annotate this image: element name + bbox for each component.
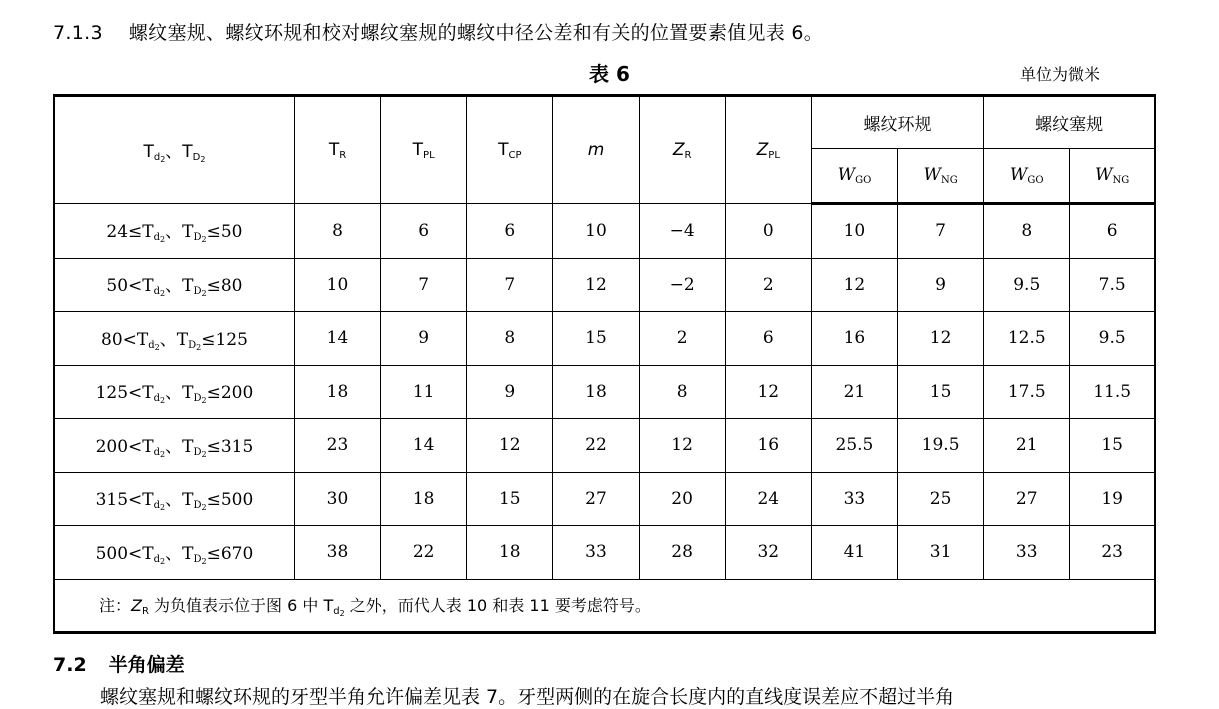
value-cell: 15 bbox=[467, 472, 553, 526]
value-cell: 23 bbox=[294, 419, 380, 473]
value-cell: 18 bbox=[467, 526, 553, 580]
value-cell: 19 bbox=[1070, 472, 1155, 526]
value-cell: −4 bbox=[639, 204, 725, 259]
value-cell: 8 bbox=[984, 204, 1070, 259]
table-row bbox=[54, 312, 1155, 366]
value-cell: 25 bbox=[898, 472, 984, 526]
value-cell: 32 bbox=[725, 526, 811, 580]
value-cell: 6 bbox=[1070, 204, 1155, 259]
col-header-tr: $T_R$ bbox=[294, 96, 380, 204]
table-title: 表 6 bbox=[589, 62, 630, 86]
value-cell: 6 bbox=[381, 204, 467, 259]
table-body bbox=[54, 204, 1155, 580]
value-cell: 11.5 bbox=[1070, 365, 1155, 419]
value-cell: 31 bbox=[898, 526, 984, 580]
value-cell: 18 bbox=[381, 472, 467, 526]
table-row bbox=[54, 419, 1155, 473]
value-cell: 12.5 bbox=[984, 312, 1070, 366]
table-note: 注：$Z_R$ 为负值表示位于图 6 中 $T_{d_2}$ 之外，而代人表 10 和表 11 要考虑符号。 bbox=[54, 579, 1155, 632]
value-cell: 20 bbox=[639, 472, 725, 526]
col-header-tcp: $T_{CP}$ bbox=[467, 96, 553, 204]
col-header-plug-wng: $W_{NG}$ bbox=[1070, 149, 1155, 204]
value-cell: 8 bbox=[639, 365, 725, 419]
value-cell: 30 bbox=[294, 472, 380, 526]
value-cell: 22 bbox=[553, 419, 639, 473]
value-cell: 19.5 bbox=[898, 419, 984, 473]
value-cell: 27 bbox=[553, 472, 639, 526]
value-cell: 23 bbox=[1070, 526, 1155, 580]
section-number: 7.2 bbox=[53, 654, 87, 676]
clause-heading bbox=[53, 18, 823, 45]
value-cell: 41 bbox=[811, 526, 897, 580]
value-cell: 9 bbox=[467, 365, 553, 419]
value-cell: 7 bbox=[467, 258, 553, 312]
value-cell: 14 bbox=[294, 312, 380, 366]
value-cell: 9.5 bbox=[984, 258, 1070, 312]
range-cell: $50<T_{d_2}$、$T_{D_2}\le 80$ bbox=[54, 258, 294, 312]
value-cell: 12 bbox=[725, 365, 811, 419]
range-cell: $500<T_{d_2}$、$T_{D_2}\le 670$ bbox=[54, 526, 294, 580]
table-row bbox=[54, 365, 1155, 419]
value-cell: 21 bbox=[984, 419, 1070, 473]
cut-off-paragraph: 螺纹塞规和螺纹环规的牙型半角允许偏差见表 7。牙型两侧的在旋合长度内的直线度误差应不超过半角 bbox=[100, 686, 955, 708]
value-cell: 6 bbox=[725, 312, 811, 366]
group-header-plug-gauge: 螺纹塞规 bbox=[984, 96, 1155, 149]
value-cell: 10 bbox=[811, 204, 897, 259]
value-cell: 18 bbox=[553, 365, 639, 419]
col-header-plug-wgo: $W_{GO}$ bbox=[984, 149, 1070, 204]
value-cell: 21 bbox=[811, 365, 897, 419]
col-header-m: m bbox=[553, 96, 639, 204]
value-cell: 27 bbox=[984, 472, 1070, 526]
value-cell: 16 bbox=[725, 419, 811, 473]
value-cell: 15 bbox=[553, 312, 639, 366]
value-cell: 10 bbox=[553, 204, 639, 259]
value-cell: 22 bbox=[381, 526, 467, 580]
col-header-td: $T_{d_2}$、$T_{D_2}$ bbox=[54, 96, 294, 204]
value-cell: 18 bbox=[294, 365, 380, 419]
value-cell: 8 bbox=[467, 312, 553, 366]
value-cell: 33 bbox=[984, 526, 1070, 580]
table-row bbox=[54, 472, 1155, 526]
table-row bbox=[54, 526, 1155, 580]
unit-label: 单位为微米 bbox=[1020, 65, 1101, 84]
clause-text: 螺纹塞规、螺纹环规和校对螺纹塞规的螺纹中径公差和有关的位置要素值见表 6。 bbox=[128, 22, 824, 44]
value-cell: 7 bbox=[898, 204, 984, 259]
value-cell: 7 bbox=[381, 258, 467, 312]
table-row bbox=[54, 204, 1155, 259]
value-cell: 28 bbox=[639, 526, 725, 580]
value-cell: 2 bbox=[639, 312, 725, 366]
note-row bbox=[54, 579, 1155, 632]
section-heading bbox=[53, 650, 185, 677]
value-cell: 33 bbox=[811, 472, 897, 526]
range-cell: $24\le T_{d_2}$、$T_{D_2}\le 50$ bbox=[54, 204, 294, 259]
value-cell: −2 bbox=[639, 258, 725, 312]
clause-number: 7.1.3 bbox=[53, 22, 103, 44]
value-cell: 9 bbox=[381, 312, 467, 366]
header-row-1 bbox=[54, 96, 1155, 149]
value-cell: 2 bbox=[725, 258, 811, 312]
value-cell: 15 bbox=[898, 365, 984, 419]
value-cell: 12 bbox=[553, 258, 639, 312]
value-cell: 7.5 bbox=[1070, 258, 1155, 312]
col-header-zr: $Z_R$ bbox=[639, 96, 725, 204]
value-cell: 16 bbox=[811, 312, 897, 366]
value-cell: 6 bbox=[467, 204, 553, 259]
col-header-ring-wng: $W_{NG}$ bbox=[898, 149, 984, 204]
value-cell: 10 bbox=[294, 258, 380, 312]
value-cell: 0 bbox=[725, 204, 811, 259]
value-cell: 38 bbox=[294, 526, 380, 580]
value-cell: 33 bbox=[553, 526, 639, 580]
value-cell: 15 bbox=[1070, 419, 1155, 473]
value-cell: 12 bbox=[811, 258, 897, 312]
value-cell: 8 bbox=[294, 204, 380, 259]
value-cell: 11 bbox=[381, 365, 467, 419]
value-cell: 9 bbox=[898, 258, 984, 312]
group-header-ring-gauge: 螺纹环规 bbox=[811, 96, 983, 149]
col-header-ring-wgo: $W_{GO}$ bbox=[811, 149, 897, 204]
value-cell: 12 bbox=[898, 312, 984, 366]
tolerance-table bbox=[53, 94, 1156, 634]
value-cell: 25.5 bbox=[811, 419, 897, 473]
section-title: 半角偏差 bbox=[108, 654, 185, 676]
col-header-zpl: $Z_{PL}$ bbox=[725, 96, 811, 204]
range-cell: $200<T_{d_2}$、$T_{D_2}\le 315$ bbox=[54, 419, 294, 473]
value-cell: 24 bbox=[725, 472, 811, 526]
value-cell: 9.5 bbox=[1070, 312, 1155, 366]
value-cell: 12 bbox=[639, 419, 725, 473]
range-cell: $315<T_{d_2}$、$T_{D_2}\le 500$ bbox=[54, 472, 294, 526]
value-cell: 14 bbox=[381, 419, 467, 473]
col-header-tpl: $T_{PL}$ bbox=[381, 96, 467, 204]
range-cell: $80<T_{d_2}$、$T_{D_2}\le 125$ bbox=[54, 312, 294, 366]
table-row bbox=[54, 258, 1155, 312]
value-cell: 17.5 bbox=[984, 365, 1070, 419]
value-cell: 12 bbox=[467, 419, 553, 473]
range-cell: $125<T_{d_2}$、$T_{D_2}\le 200$ bbox=[54, 365, 294, 419]
